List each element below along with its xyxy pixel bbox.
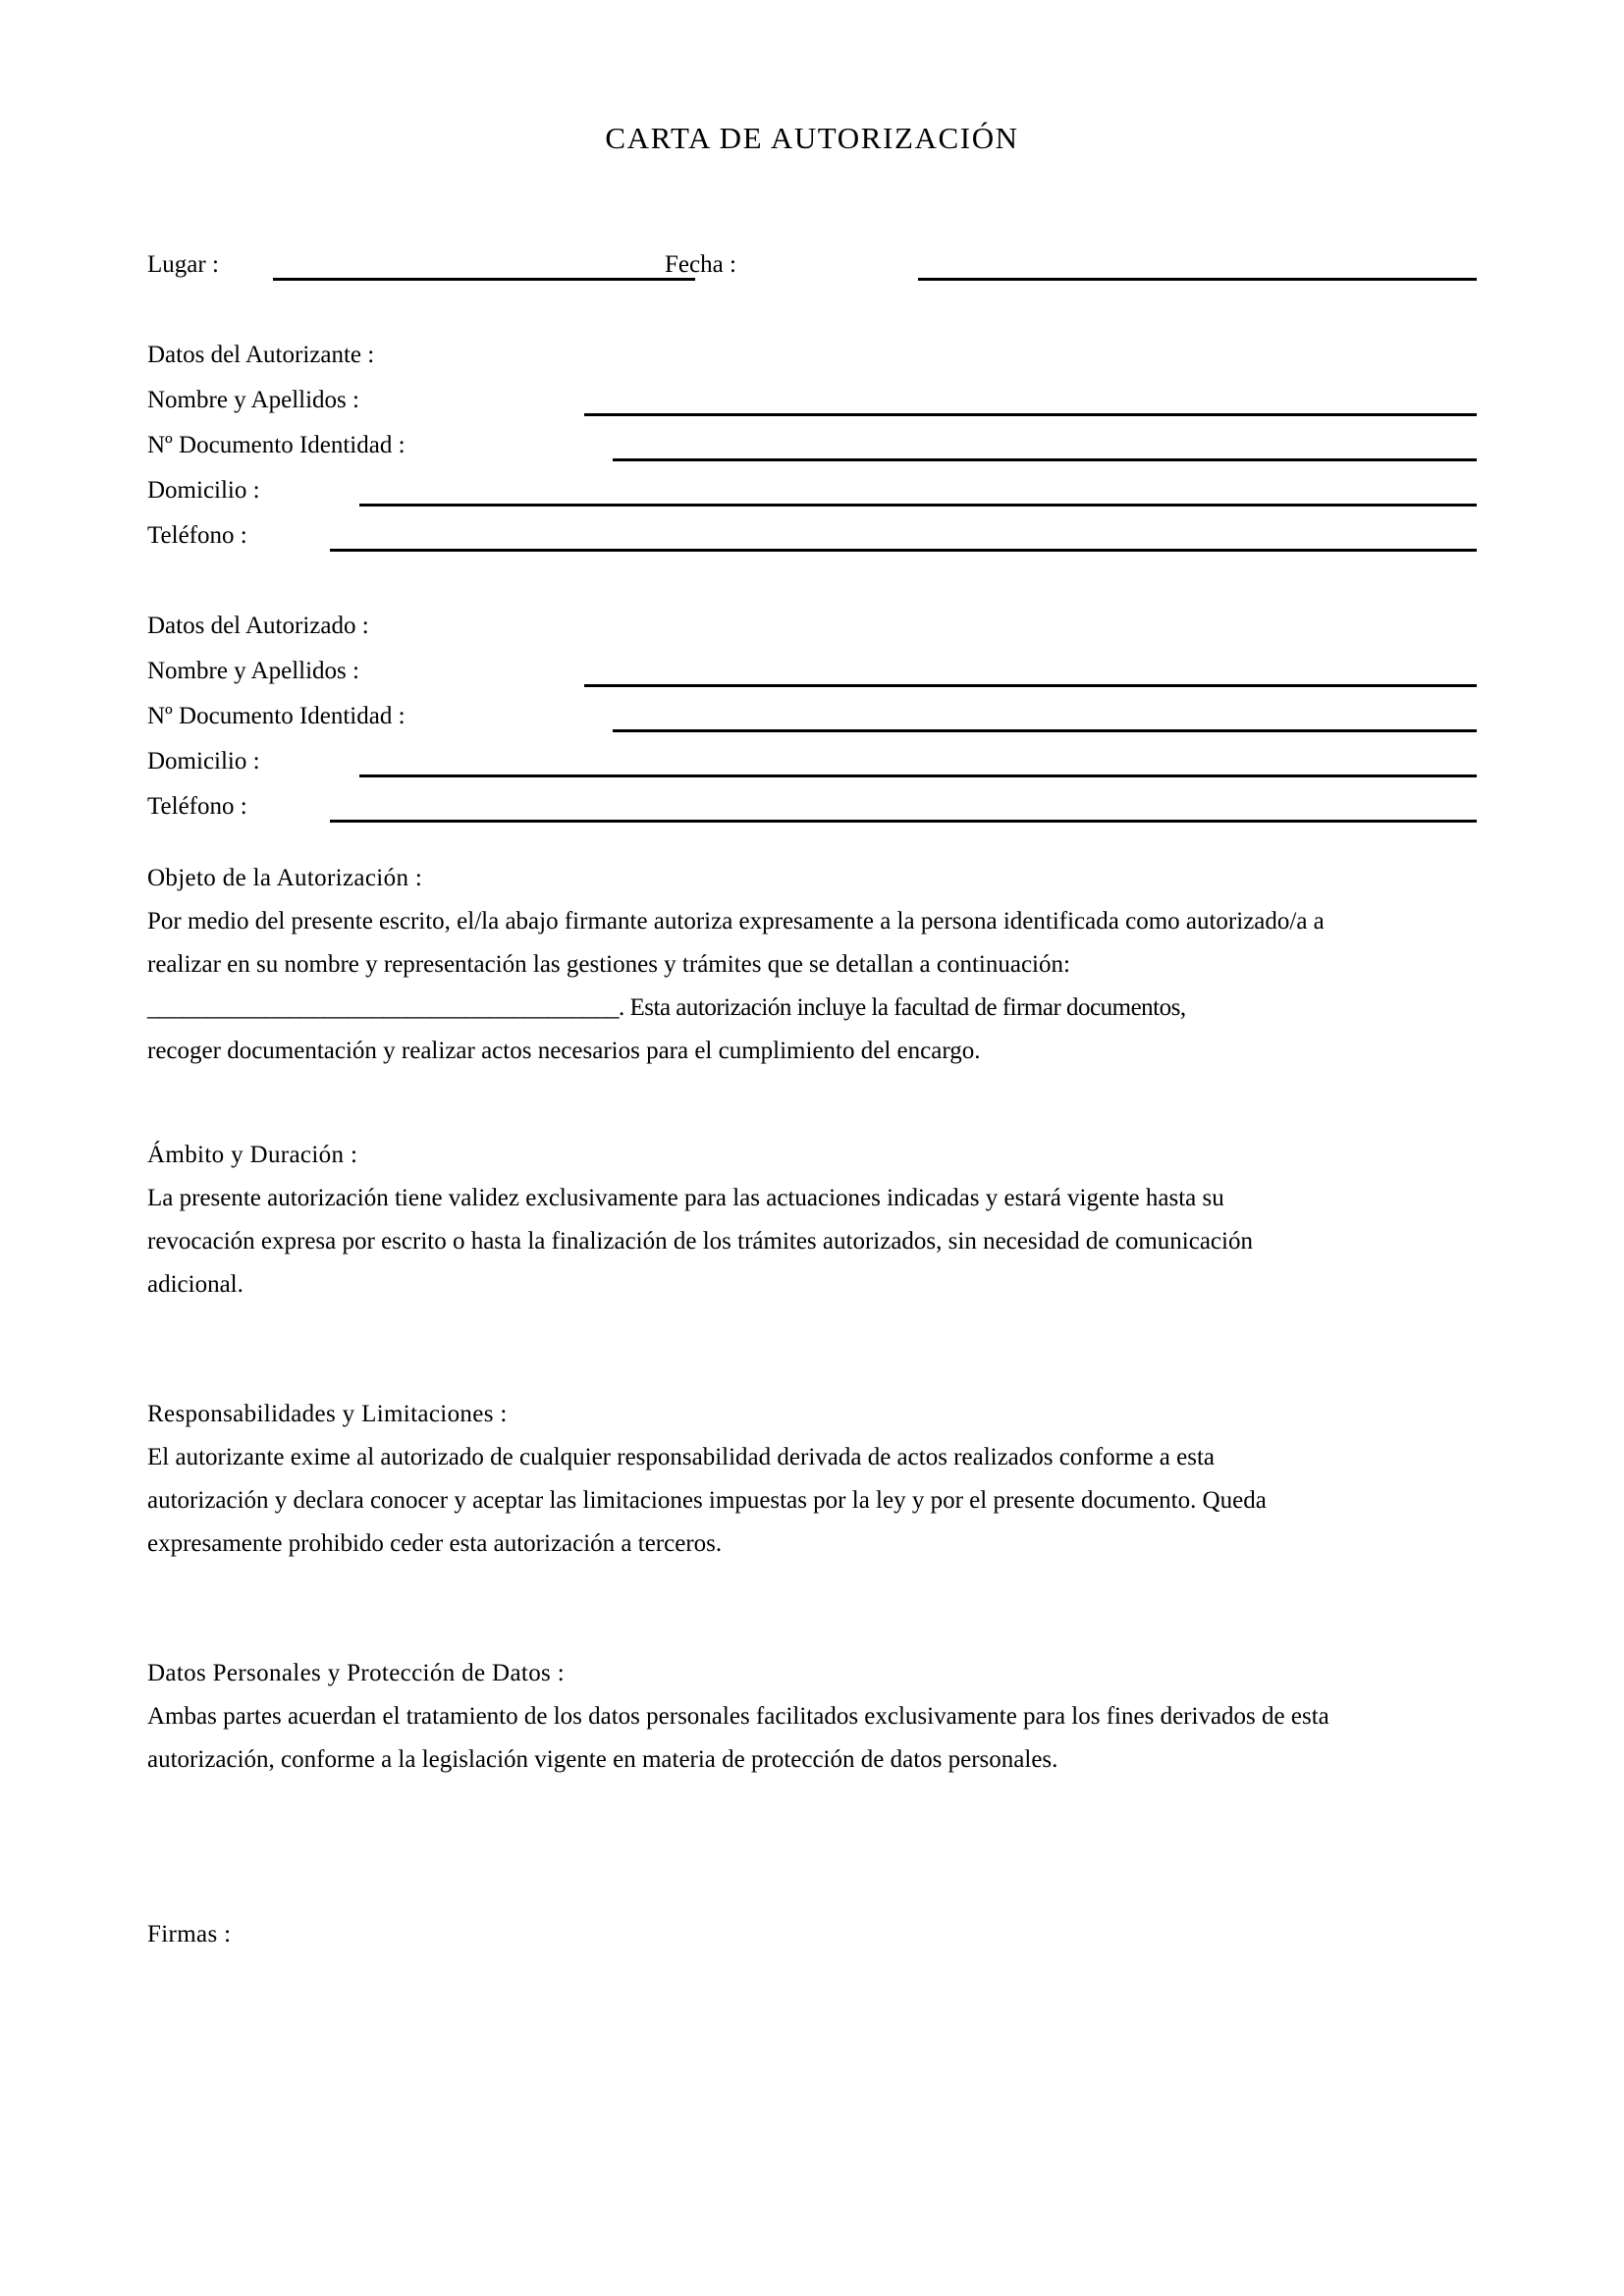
data-protection-heading: Datos Personales y Protección de Datos : (147, 1660, 566, 1687)
place-date-row (147, 242, 1477, 288)
spacer (147, 1307, 1477, 1393)
grantee-name-row (147, 649, 1477, 694)
date-input-line[interactable] (918, 278, 1477, 281)
scope-line: adicional. (147, 1271, 244, 1299)
grantor-phone-label: Teléfono : (147, 522, 247, 550)
spacer (147, 1566, 1477, 1652)
grantee-name-input-line[interactable] (584, 684, 1477, 687)
page-title: CARTA DE AUTORIZACIÓN (605, 121, 1019, 155)
grantee-name-label: Nombre y Apellidos : (147, 658, 359, 685)
grantor-heading: Datos del Autorizante : (147, 342, 375, 369)
grantor-name-input-line[interactable] (584, 413, 1477, 416)
grantor-name-row (147, 378, 1477, 423)
grantor-id-input-line[interactable] (613, 458, 1477, 461)
liability-line: autorización y declara conocer y aceptar las limitaciones impuestas por la ley y por el presente documento. Queda (147, 1487, 1267, 1515)
purpose-line: Por medio del presente escrito, el/la abajo firmante autoriza expresamente a la persona identificada como autorizado/a a (147, 908, 1325, 935)
date-label: Fecha : (665, 251, 736, 279)
data-protection-line: autorización, conforme a la legislación vigente en materia de protección de datos personales. (147, 1746, 1058, 1774)
signatures-heading: Firmas : (147, 1921, 232, 1949)
grantor-id-label: Nº Documento Identidad : (147, 432, 406, 459)
grantee-heading-row (147, 604, 1477, 649)
spacer (147, 1782, 1477, 1868)
scope-line: La presente autorización tiene validez exclusivamente para las actuaciones indicadas y estará vigente hasta su (147, 1185, 1224, 1212)
grantee-id-row (147, 694, 1477, 739)
grantee-address-row (147, 739, 1477, 784)
grantor-phone-input-line[interactable] (330, 549, 1477, 552)
grantee-id-label: Nº Documento Identidad : (147, 703, 406, 730)
scope-paragraph (147, 1177, 1477, 1307)
scope-heading: Ámbito y Duración : (147, 1142, 358, 1169)
spacer (147, 1073, 1477, 1134)
spacer (147, 829, 1477, 857)
purpose-line: realizar en su nombre y representación las gestiones y trámites que se detallan a continuación: (147, 951, 1070, 979)
liability-heading: Responsabilidades y Limitaciones : (147, 1401, 508, 1428)
purpose-heading: Objeto de la Autorización : (147, 865, 423, 892)
grantor-id-row (147, 423, 1477, 468)
spacer (147, 156, 1477, 242)
grantee-phone-row (147, 784, 1477, 829)
grantee-address-input-line[interactable] (359, 774, 1477, 777)
grantee-heading: Datos del Autorizado : (147, 613, 369, 640)
purpose-line-with-blank[interactable]: ________________________________________. Esta autorización incluye la facultad de firmar documentos, (147, 994, 1186, 1022)
place-label: Lugar : (147, 251, 219, 279)
spacer (147, 1868, 1477, 1913)
document-content (147, 0, 1477, 1956)
liability-paragraph (147, 1436, 1477, 1566)
grantee-address-label: Domicilio : (147, 748, 260, 775)
spacer (147, 559, 1477, 604)
grantor-heading-row (147, 333, 1477, 378)
grantor-address-row (147, 468, 1477, 513)
grantor-address-label: Domicilio : (147, 477, 260, 505)
purpose-paragraph (147, 900, 1477, 1073)
scope-line: revocación expresa por escrito o hasta la finalización de los trámites autorizados, sin necesidad de comunicación (147, 1228, 1253, 1255)
liability-line: El autorizante exime al autorizado de cualquier responsabilidad derivada de actos realizados conforme a esta (147, 1444, 1216, 1471)
data-protection-line: Ambas partes acuerdan el tratamiento de los datos personales facilitados exclusivamente para los fines derivados de esta (147, 1703, 1329, 1731)
purpose-line: recoger documentación y realizar actos necesarios para el cumplimiento del encargo. (147, 1038, 981, 1065)
grantee-phone-label: Teléfono : (147, 793, 247, 821)
place-input-line[interactable] (273, 278, 695, 281)
data-protection-paragraph (147, 1695, 1477, 1782)
liability-line: expresamente prohibido ceder esta autorización a terceros. (147, 1530, 723, 1558)
grantee-phone-input-line[interactable] (330, 820, 1477, 823)
spacer (147, 288, 1477, 333)
grantor-name-label: Nombre y Apellidos : (147, 387, 359, 414)
grantor-phone-row (147, 513, 1477, 559)
grantor-address-input-line[interactable] (359, 504, 1477, 507)
grantee-id-input-line[interactable] (613, 729, 1477, 732)
